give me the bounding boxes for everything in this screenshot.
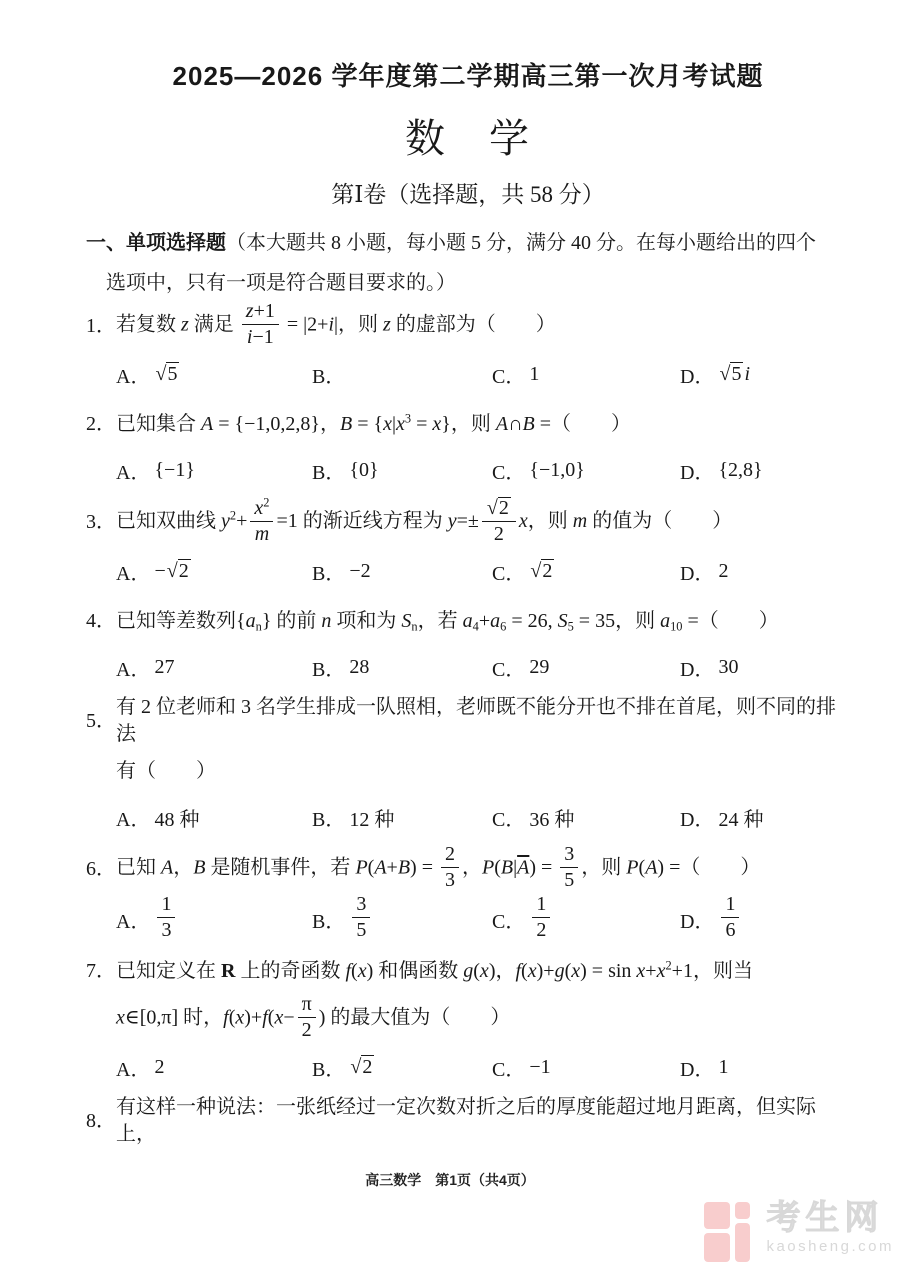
- question: [86, 844, 850, 944]
- fraction: $\frac{3}{5}$: [352, 893, 370, 941]
- option-label: C．: [492, 910, 526, 933]
- option: [116, 557, 312, 586]
- option-value: {2,8}: [718, 458, 763, 481]
- question-line: [86, 497, 850, 548]
- question-text: 有（ ）: [116, 759, 216, 782]
- option-label: D．: [680, 461, 715, 484]
- question: [86, 598, 850, 690]
- question-line: [86, 844, 850, 894]
- question: [86, 1094, 850, 1148]
- option-label: D．: [680, 1058, 715, 1081]
- question-number: 7．: [86, 959, 116, 982]
- option-label: A．: [116, 1058, 151, 1081]
- option-value: 28: [349, 655, 370, 678]
- option-value: √5 i: [719, 363, 750, 385]
- option-label: D．: [680, 808, 715, 831]
- option-value: 1: [529, 362, 540, 385]
- option-label: C．: [492, 658, 526, 681]
- option: [312, 803, 492, 832]
- option-label: A．: [116, 562, 151, 585]
- option-value: [154, 362, 180, 386]
- exam-title: 2025—2026 学年度第二学期高三第一次月考试题: [172, 61, 764, 91]
- option: [680, 360, 850, 389]
- sqrt: √2: [530, 560, 553, 582]
- fraction: $\frac{2}{3}$: [441, 843, 459, 891]
- question-line: [86, 694, 850, 748]
- option-label: B．: [312, 910, 346, 933]
- question-line: [86, 1094, 850, 1148]
- option-value: {−1}: [154, 458, 195, 481]
- question: [86, 694, 850, 840]
- option-value: 2: [718, 559, 729, 582]
- option: [492, 456, 680, 485]
- fraction: $\frac{1}{3}$: [157, 893, 175, 941]
- question-options: [86, 794, 850, 840]
- option-label: B．: [312, 562, 346, 585]
- fraction: $\frac{x^2}{m}$: [250, 497, 273, 545]
- question-text: 已知定义在 R 上的奇函数 f(x) 和偶函数 g(x)，$f(x)+g(x) = \sin x+x^2+1$，则当: [116, 958, 753, 982]
- kaosheng-watermark: [704, 1200, 894, 1264]
- option: [680, 456, 850, 485]
- option-value: 24 种: [718, 808, 764, 831]
- option: [116, 1053, 312, 1082]
- option-label: D．: [680, 658, 715, 681]
- question-options: [86, 447, 850, 493]
- question-lines: [86, 301, 850, 351]
- option: [680, 557, 850, 586]
- option-value: [529, 559, 555, 583]
- section-heading: [86, 229, 850, 257]
- question-options: [86, 894, 850, 944]
- watermark-cn-text: 考生网: [766, 1199, 884, 1237]
- fraction: $\frac{\pi}{2}$: [298, 993, 316, 1041]
- question: [86, 497, 850, 594]
- option-label: B．: [312, 658, 346, 681]
- fraction: $\frac{z+1}{i-1}$: [242, 300, 279, 348]
- question-text: 有这样一种说法：一张纸经过一定次数对折之后的厚度能超过地月距离，但实际上，: [116, 1096, 816, 1145]
- option-value: 48 种: [154, 808, 200, 831]
- question-lines: [86, 844, 850, 894]
- option-label: A．: [116, 365, 151, 388]
- watermark-en-text: kaosheng.com: [766, 1238, 894, 1256]
- option-label: C．: [492, 461, 526, 484]
- volume-title: 第Ⅰ卷（选择题，共 58 分）: [331, 182, 605, 207]
- option: [680, 894, 850, 944]
- option-label: B．: [312, 461, 346, 484]
- fraction: $\frac{3}{5}$: [560, 843, 578, 891]
- option-value: [529, 894, 553, 944]
- option-label: C．: [492, 1058, 526, 1081]
- sqrt: √2: [486, 497, 509, 519]
- option: [312, 557, 492, 586]
- option-label: B．: [312, 808, 346, 831]
- question: [86, 301, 850, 397]
- question-options: [86, 1044, 850, 1090]
- question-lines: [86, 497, 850, 548]
- option-label: D．: [680, 562, 715, 585]
- option-label: A．: [116, 910, 151, 933]
- option-label: D．: [680, 365, 715, 388]
- question: [86, 948, 850, 1090]
- question-line: [86, 301, 850, 351]
- option-label: A．: [116, 658, 151, 681]
- question-number: 4．: [86, 609, 116, 632]
- option-value: 12 种: [349, 808, 395, 831]
- option: [492, 894, 680, 944]
- option: [492, 653, 680, 682]
- question-text: 已知双曲线 $y^2+$ $\frac{x^2}{m}$ =1 的渐近线方程为 y=± $\frac{√2}{2}$ x，则 m 的值为（ ）: [116, 495, 733, 545]
- question-text: 已知等差数列$\{a_n\}$ 的前 n 项和为 $S_n$，若 $a_4+a_6 = 26$, $S_5 = 35$，则 $a_{10}$ =（ ）: [116, 609, 779, 634]
- sqrt: √5: [155, 363, 178, 385]
- question-number: 3．: [86, 511, 116, 533]
- question-line: [86, 598, 850, 644]
- question-line: [86, 748, 850, 794]
- page-footer: 高三数学 第1页（共4页）: [365, 1172, 535, 1188]
- question-options: [86, 644, 850, 690]
- question-text: 若复数 z 满足 $\frac{z+1}{i-1}$ = |2+i|，则 z 的虚部为（ ）: [116, 300, 556, 348]
- option-value: {−1,0}: [529, 458, 585, 481]
- option-value: [349, 1055, 375, 1079]
- option: [312, 360, 492, 389]
- option-label: A．: [116, 808, 151, 831]
- option: [312, 653, 492, 682]
- kaosheng-logo-icon: [704, 1200, 754, 1264]
- option: [116, 803, 312, 832]
- option: [680, 653, 850, 682]
- option-value: 2: [154, 1055, 165, 1078]
- subject-title: 数 学: [405, 116, 531, 161]
- option-label: D．: [680, 910, 715, 933]
- option-value: −1: [529, 1055, 551, 1078]
- question-number: 1．: [86, 314, 116, 337]
- question-line: [86, 994, 850, 1044]
- option-label: B．: [312, 1058, 346, 1081]
- section-heading-bold: 一、单项选择题: [86, 232, 226, 254]
- sqrt: √2: [350, 1056, 373, 1078]
- option-value: 36 种: [529, 808, 575, 831]
- question-lines: [86, 1094, 850, 1148]
- option-label: C．: [492, 562, 526, 585]
- option: [492, 803, 680, 832]
- option: [312, 456, 492, 485]
- option-value: {0}: [349, 458, 379, 481]
- fraction: $\frac{1}{2}$: [532, 893, 550, 941]
- question-text: 已知集合 A = {−1,0,2,8}，$B = \{x|x^3 = x\}$，则 A∩B =（ ）: [116, 411, 632, 435]
- option: [312, 894, 492, 944]
- question-number: 8．: [86, 1109, 116, 1132]
- question-text: 已知 A，B 是随机事件，若 P(A+B) = $\frac{2}{3}$ ，$P(B|\overline{A})$ = $\frac{3}{5}$ ，则 P(A) =（ ）: [116, 843, 761, 891]
- option: [116, 456, 312, 485]
- question-options: [86, 548, 850, 594]
- fraction: $\frac{√2}{2}$: [482, 496, 516, 545]
- question-text: x∈[0,π] 时，f(x)+f(x− $\frac{\pi}{2}$ ) 的最大值为（ ）: [116, 993, 511, 1041]
- option: [680, 1053, 850, 1082]
- watermark-text: [766, 1200, 894, 1255]
- fraction: $\frac{1}{6}$: [721, 893, 739, 941]
- option: [116, 653, 312, 682]
- option-label: B．: [312, 365, 346, 388]
- sqrt: √5: [719, 363, 742, 385]
- option-value: [154, 894, 178, 944]
- option-value: −2: [349, 559, 371, 582]
- option: [116, 894, 312, 944]
- questions-list: [86, 301, 850, 1148]
- option-label: C．: [492, 365, 526, 388]
- option: [492, 1053, 680, 1082]
- question-lines: [86, 948, 850, 1044]
- question-number: 5．: [86, 709, 116, 732]
- option: [312, 1053, 492, 1082]
- option-value: 27: [154, 655, 175, 678]
- question-options: [86, 351, 850, 397]
- option-label: A．: [116, 461, 151, 484]
- option: [680, 803, 850, 832]
- option-value: −√2: [154, 560, 189, 582]
- option-value: 1: [718, 1055, 729, 1078]
- question-line: [86, 948, 850, 994]
- option: [492, 360, 680, 389]
- option-value: 30: [718, 655, 739, 678]
- option-label: C．: [492, 808, 526, 831]
- option-value: [718, 894, 742, 944]
- question-number: 6．: [86, 857, 116, 880]
- section-heading-rest: （本大题共 8 小题，每小题 5 分，满分 40 分。在每小题给出的四个: [226, 232, 816, 254]
- question-number: 2．: [86, 412, 116, 435]
- option-value: [349, 894, 373, 944]
- option-value: 29: [529, 655, 550, 678]
- option: [492, 557, 680, 586]
- section-heading-line2: 选项中，只有一项是符合题目要求的。）: [106, 272, 456, 294]
- question: [86, 401, 850, 493]
- option: [116, 360, 312, 389]
- question-lines: [86, 401, 850, 447]
- question-lines: [86, 694, 850, 794]
- sqrt: √2: [166, 560, 189, 582]
- question-text: 有 2 位老师和 3 名学生排成一队照相，老师既不能分开也不排在首尾，则不同的排法: [116, 696, 836, 745]
- question-line: [86, 401, 850, 447]
- question-lines: [86, 598, 850, 644]
